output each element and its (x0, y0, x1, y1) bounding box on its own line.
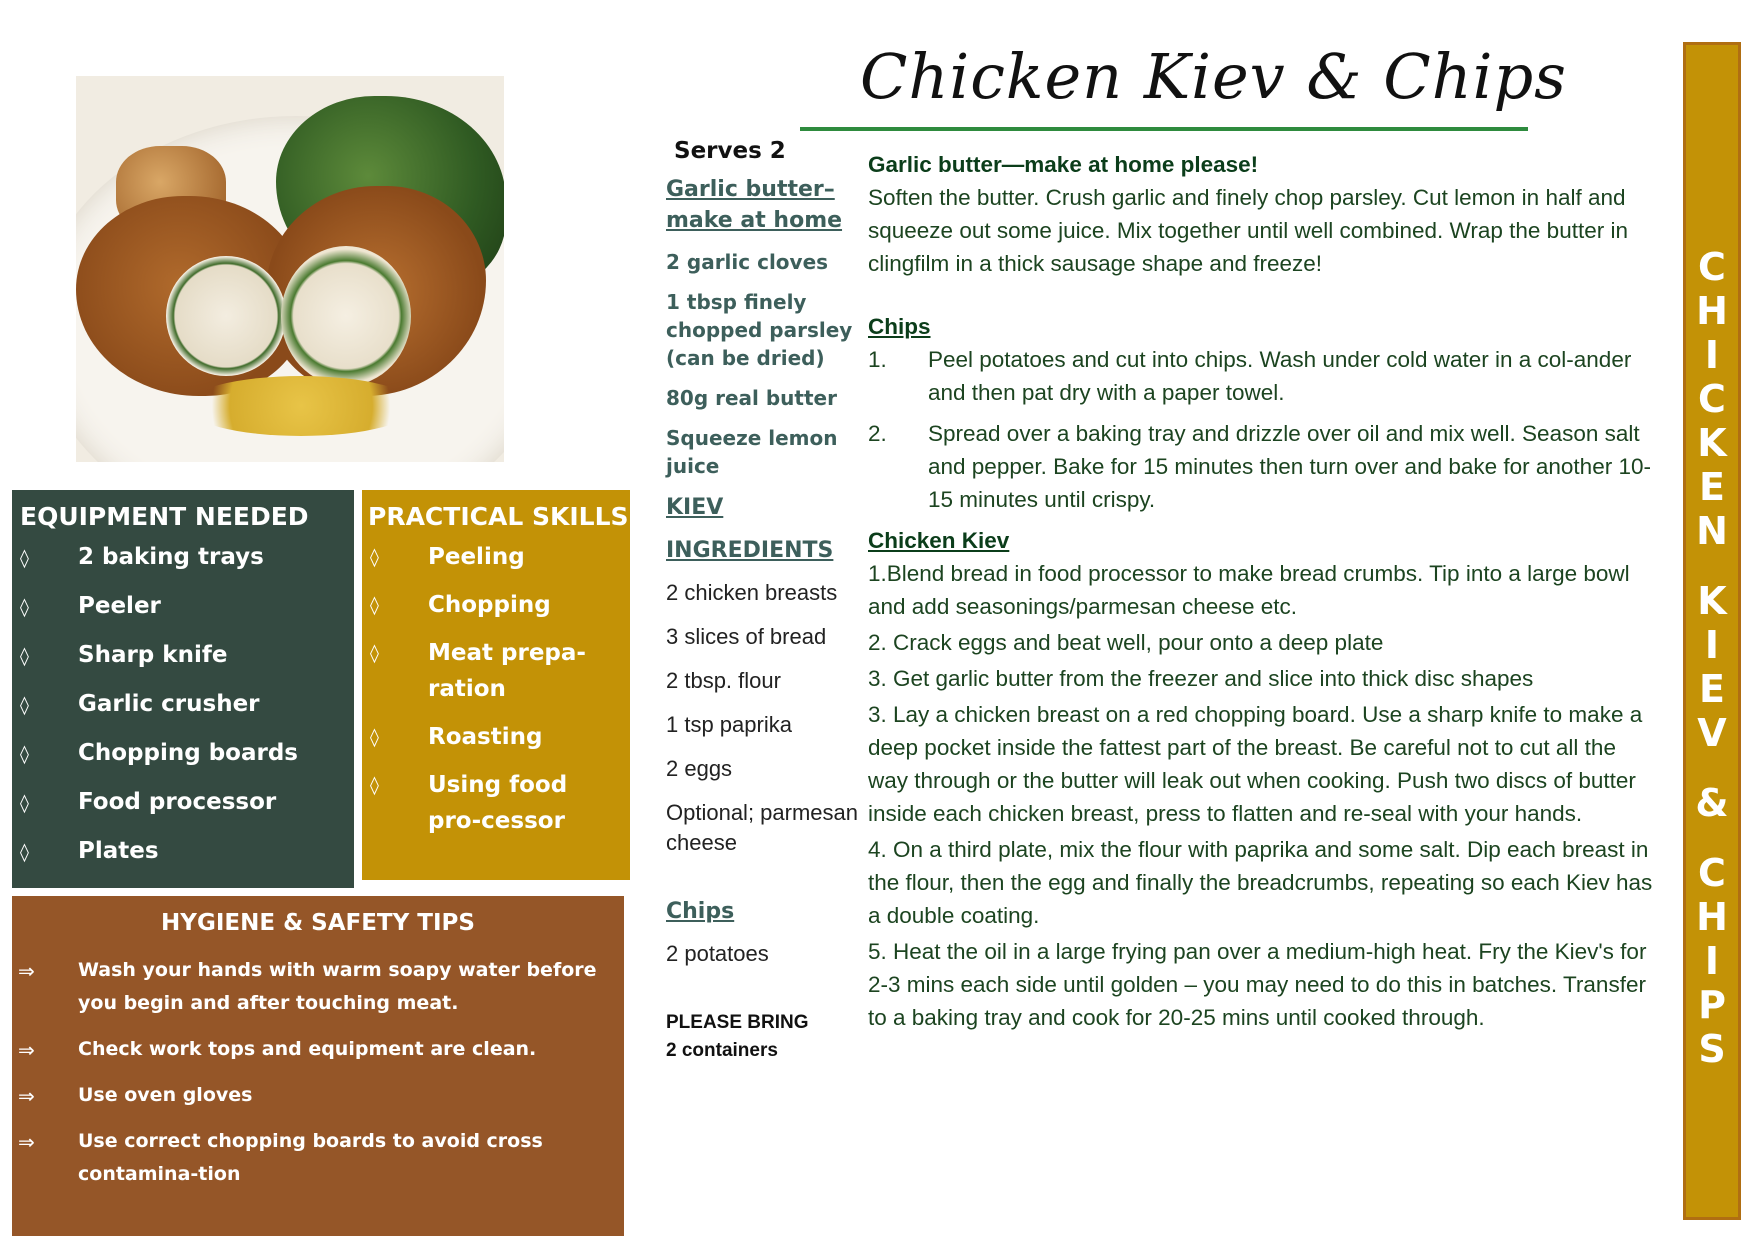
garlic-butter-ingredient: 1 tbsp finely chopped parsley (can be dried) (666, 290, 853, 370)
please-bring-value: 2 containers (666, 1040, 778, 1061)
banner-letter: S (1698, 1027, 1726, 1071)
chips-ingredient: 2 potatoes (666, 941, 769, 966)
equipment-item-text: 2 baking trays (78, 544, 264, 570)
banner-letter: C (1698, 851, 1726, 895)
hygiene-bullet-icon: ⇒ (18, 1130, 35, 1154)
chips-step-text: Spread over a baking tray and drizzle over oil and mix well. Season salt and pepper. Bake for 15 minutes then turn over and bake for another 10-15 minutes until crispy. (928, 421, 1651, 512)
equipment-item-text: Chopping boards (78, 740, 298, 766)
hygiene-tip-text: Use oven gloves (78, 1084, 253, 1106)
kiev-ingredient: Optional; parmesan cheese (666, 800, 858, 855)
skill-item (362, 539, 630, 575)
kiev-step: 5. Heat the oil in a large frying pan over a medium-high heat. Fry the Kiev's for 2-3 mins each side until golden – you may need to do this in batches. Transfer to a baking tray and cook for 20-25 mins until cooked through. (868, 939, 1647, 1030)
equipment-bullet-icon: ◊ (20, 646, 29, 667)
equipment-item (12, 545, 354, 570)
skill-item-text: Peeling (428, 544, 525, 570)
method-column (868, 148, 1658, 1037)
garlic-butter-ingredient: 2 garlic cloves (666, 250, 829, 274)
equipment-item-text: Sharp knife (78, 642, 228, 668)
skills-list (362, 539, 630, 839)
garlic-butter-ingredient: 80g real butter (666, 386, 837, 410)
kiev-ingredients-list (666, 578, 862, 858)
banner-letter: N (1696, 509, 1728, 553)
equipment-item (12, 643, 354, 668)
banner-word (1696, 851, 1728, 1071)
hygiene-bullet-icon: ⇒ (18, 1084, 35, 1108)
garlic-butter-ingredient: Squeeze lemon juice (666, 426, 838, 478)
chips-step (868, 343, 1658, 409)
banner-letter: V (1697, 711, 1727, 755)
chips-step (868, 417, 1658, 516)
equipment-item-text: Garlic crusher (78, 691, 260, 717)
equipment-box (12, 490, 354, 888)
equipment-item (12, 839, 354, 864)
equipment-bullet-icon: ◊ (20, 597, 29, 618)
equipment-item (12, 594, 354, 619)
title-underline (800, 127, 1528, 131)
banner-letter: K (1697, 421, 1727, 465)
skills-bullet-icon: ◊ (370, 727, 379, 748)
equipment-item-text: Peeler (78, 593, 161, 619)
equipment-bullet-icon: ◊ (20, 842, 29, 863)
chips-step-number: 1. (868, 347, 887, 372)
chips-step-number: 2. (868, 421, 887, 446)
kiev-step: 2. Crack eggs and beat well, pour onto a deep plate (868, 630, 1384, 655)
hygiene-tip (12, 954, 624, 1020)
equipment-item (12, 692, 354, 717)
banner-letter: I (1704, 333, 1720, 377)
equipment-item-text: Plates (78, 838, 159, 864)
garlic-method-heading: Garlic butter—make at home please! (868, 152, 1259, 177)
banner-letter: P (1698, 983, 1726, 1027)
chips-method-steps (868, 343, 1658, 516)
banner-letter: H (1696, 289, 1728, 333)
kiev-step: 4. On a third plate, mix the flour with paprika and some salt. Dip each breast in the flour, then the egg and finally the breadcrumbs, repeating so each Kiev has a double coating. (868, 837, 1653, 928)
banner-letter: & (1695, 781, 1729, 825)
hygiene-bullet-icon: ⇒ (18, 1038, 35, 1062)
ingredients-column (666, 138, 862, 1065)
chips-ingredients-list (666, 939, 862, 969)
kiev-method-heading: Chicken Kiev (868, 528, 1010, 553)
kiev-heading: KIEV (666, 495, 724, 520)
skills-title: PRACTICAL SKILLS (368, 502, 629, 531)
garlic-butter-heading: Garlic butter–make at home (666, 177, 843, 233)
equipment-item-text: Food processor (78, 789, 277, 815)
equipment-bullet-icon: ◊ (20, 744, 29, 765)
hygiene-tip (12, 1125, 624, 1191)
kiev-ingredient: 2 eggs (666, 756, 733, 781)
equipment-bullet-icon: ◊ (20, 548, 29, 569)
hygiene-tip (12, 1079, 624, 1112)
hygiene-tip (12, 1033, 624, 1066)
side-banner (1683, 42, 1741, 1220)
chips-method-heading: Chips (868, 314, 931, 339)
banner-letter: I (1704, 939, 1720, 983)
equipment-list (12, 545, 354, 864)
banner-word (1695, 781, 1728, 825)
kiev-filling-right (281, 246, 411, 386)
hygiene-tip-text: Check work tops and equipment are clean. (78, 1038, 537, 1060)
kiev-filling-left (166, 256, 286, 376)
equipment-bullet-icon: ◊ (20, 793, 29, 814)
hygiene-tip-text: Wash your hands with warm soapy water before you begin and after touching meat. (78, 959, 597, 1014)
kiev-step: 1.Blend bread in food processor to make bread crumbs. Tip into a large bowl and add seasonings/parmesan cheese etc. (868, 561, 1630, 619)
skill-item-text: Meat prepa-ration (428, 640, 586, 702)
banner-letter: E (1699, 465, 1725, 509)
chicken-kiev-photo (76, 76, 504, 462)
skills-bullet-icon: ◊ (370, 775, 379, 796)
banner-letter: C (1698, 377, 1726, 421)
skills-bullet-icon: ◊ (370, 595, 379, 616)
skill-item (362, 719, 630, 755)
ingredients-heading: INGREDIENTS (666, 538, 834, 563)
hygiene-list (12, 954, 624, 1191)
please-bring-label: PLEASE BRING (666, 1012, 809, 1033)
chips-ingredients-heading: Chips (666, 899, 735, 924)
equipment-title: EQUIPMENT NEEDED (20, 502, 309, 531)
banner-letter: C (1698, 245, 1726, 289)
chips-step-text: Peel potatoes and cut into chips. Wash under cold water in a col-ander and then pat dry with a paper towel. (928, 347, 1632, 405)
banner-letter: E (1699, 667, 1725, 711)
garlic-method-text: Soften the butter. Crush garlic and finely chop parsley. Cut lemon in half and squeeze out some juice. Mix together until well combined. Wrap the butter in clingfilm in a thick sausage shape and freeze! (868, 185, 1628, 276)
banner-letter: I (1704, 623, 1720, 667)
banner-word (1696, 245, 1728, 553)
side-banner-text (1686, 245, 1738, 1071)
kiev-ingredient: 2 tbsp. flour (666, 668, 781, 693)
hygiene-title: HYGIENE & SAFETY TIPS (161, 910, 475, 936)
skills-bullet-icon: ◊ (370, 547, 379, 568)
hygiene-bullet-icon: ⇒ (18, 959, 35, 983)
kiev-method-steps (868, 557, 1658, 1034)
hygiene-box (12, 896, 624, 1236)
skills-box (362, 490, 630, 880)
garlic-butter-pool (186, 376, 416, 436)
kiev-ingredient: 3 slices of bread (666, 624, 827, 649)
hygiene-tip-text: Use correct chopping boards to avoid cross contamina-tion (78, 1130, 543, 1185)
banner-letter: H (1696, 895, 1728, 939)
garlic-butter-list (666, 248, 862, 480)
banner-word (1697, 579, 1726, 755)
skill-item-text: Roasting (428, 724, 543, 750)
equipment-item (12, 790, 354, 815)
serves-label: Serves 2 (674, 138, 786, 164)
page-title: Chicken Kiev & Chips (860, 40, 1567, 113)
equipment-bullet-icon: ◊ (20, 695, 29, 716)
kiev-step: 3. Lay a chicken breast on a red chopping board. Use a sharp knife to make a deep pocket inside the fattest part of the breast. Be careful not to cut all the way through or the butter will leak out when cooking. Push two discs of butter inside each chicken breast, press to flatten and re-seal with your hands. (868, 702, 1643, 826)
skill-item (362, 767, 630, 839)
skill-item (362, 635, 630, 707)
equipment-item (12, 741, 354, 766)
skills-bullet-icon: ◊ (370, 643, 379, 664)
kiev-ingredient: 2 chicken breasts (666, 580, 838, 605)
kiev-ingredient: 1 tsp paprika (666, 712, 792, 737)
banner-letter: K (1697, 579, 1727, 623)
skill-item-text: Chopping (428, 592, 551, 618)
kiev-step: 3. Get garlic butter from the freezer and slice into thick disc shapes (868, 666, 1534, 691)
skill-item (362, 587, 630, 623)
skill-item-text: Using food pro-cessor (428, 772, 568, 834)
